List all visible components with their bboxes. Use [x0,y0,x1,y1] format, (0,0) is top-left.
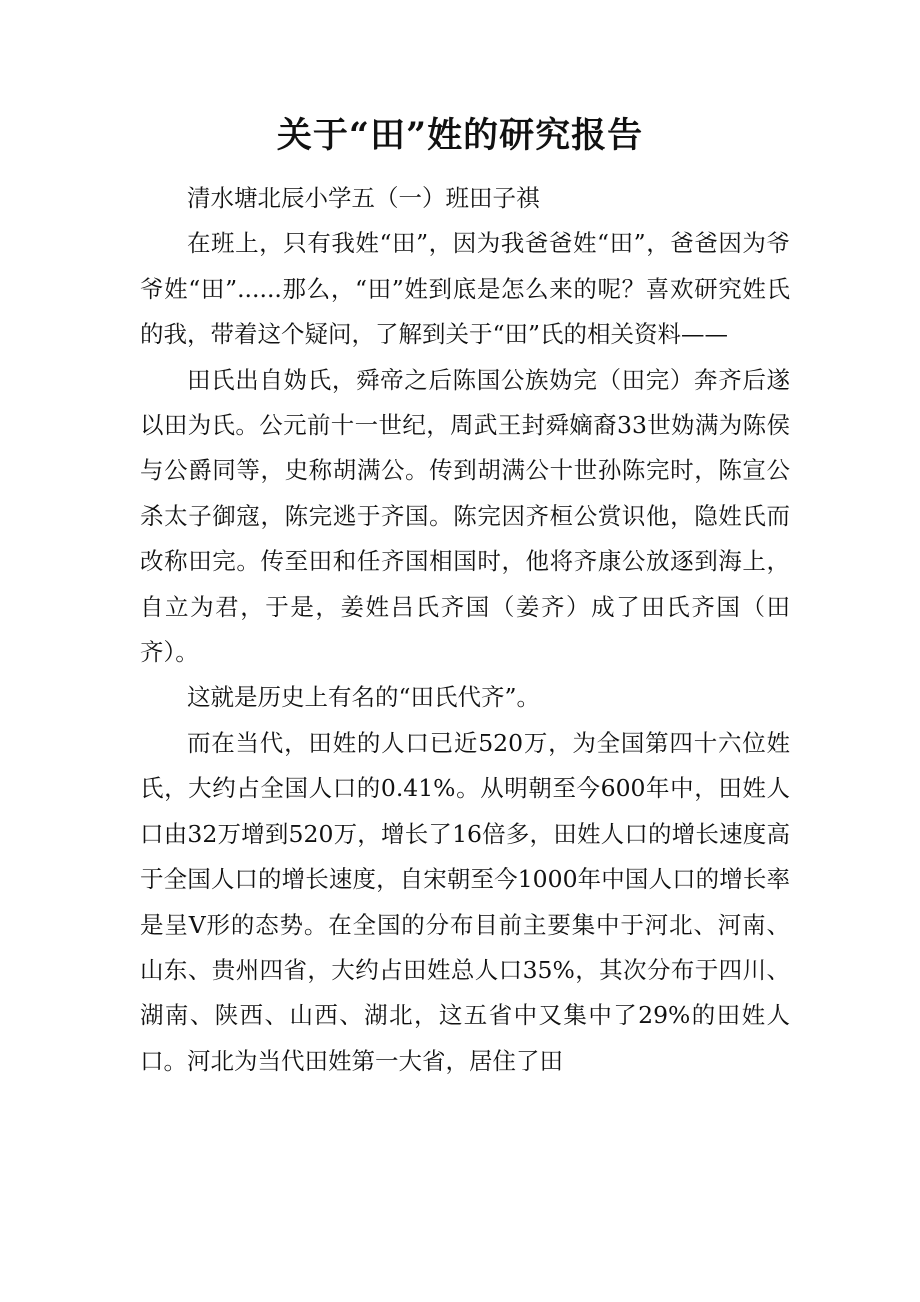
paragraph-intro: 在班上，只有我姓“田”，因为我爸爸姓“田”，爸爸因为爷爷姓“田”......那么，“田”姓到底是怎么来的呢？喜欢研究姓氏的我，带着这个疑问，了解到关于“田”氏的相关资料—— [140,229,790,349]
document-title: 关于“田”姓的研究报告 [276,115,644,156]
paragraph-origin: 田氏出自妫氏，舜帝之后陈国公族妫完（田完）奔齐后遂以田为氏。公元前十一世纪，周武王封舜嫡裔33世妫满为陈侯与公爵同等，史称胡满公。传到胡满公十世孙陈完时，陈宣公杀太子御寇，陈完逃于齐国。陈完因齐桓公赏识他，隐姓氏而改称田完。传至田和任齐国相国时，他将齐康公放逐到海上，自立为君，于是，姜姓吕氏齐国（姜齐）成了田氏齐国（田齐）。 [140,365,790,667]
paragraph-population: 而在当代，田姓的人口已近520万，为全国第四十六位姓氏，大约占全国人口的0.41%。从明朝至今600年中，田姓人口由32万增到520万，增长了16倍多，田姓人口的增长速度高于全国人口的增长速度，自宋朝至今1000年中国人口的增长率是呈V形的态势。在全国的分布目前主要集中于河北、河南、山东、贵州四省，大约占田姓总人口35%，其次分布于四川、湖南、陕西、山西、湖北，这五省中又集中了29%的田姓人口。河北为当代田姓第一大省，居住了田 [140,728,790,1075]
author-line: 清水塘北辰小学五（一）班田子祺 [187,184,540,212]
document-body [140,176,790,1084]
paragraph-tian-replaces-qi: 这就是历史上有名的“田氏代齐”。 [187,683,541,712]
